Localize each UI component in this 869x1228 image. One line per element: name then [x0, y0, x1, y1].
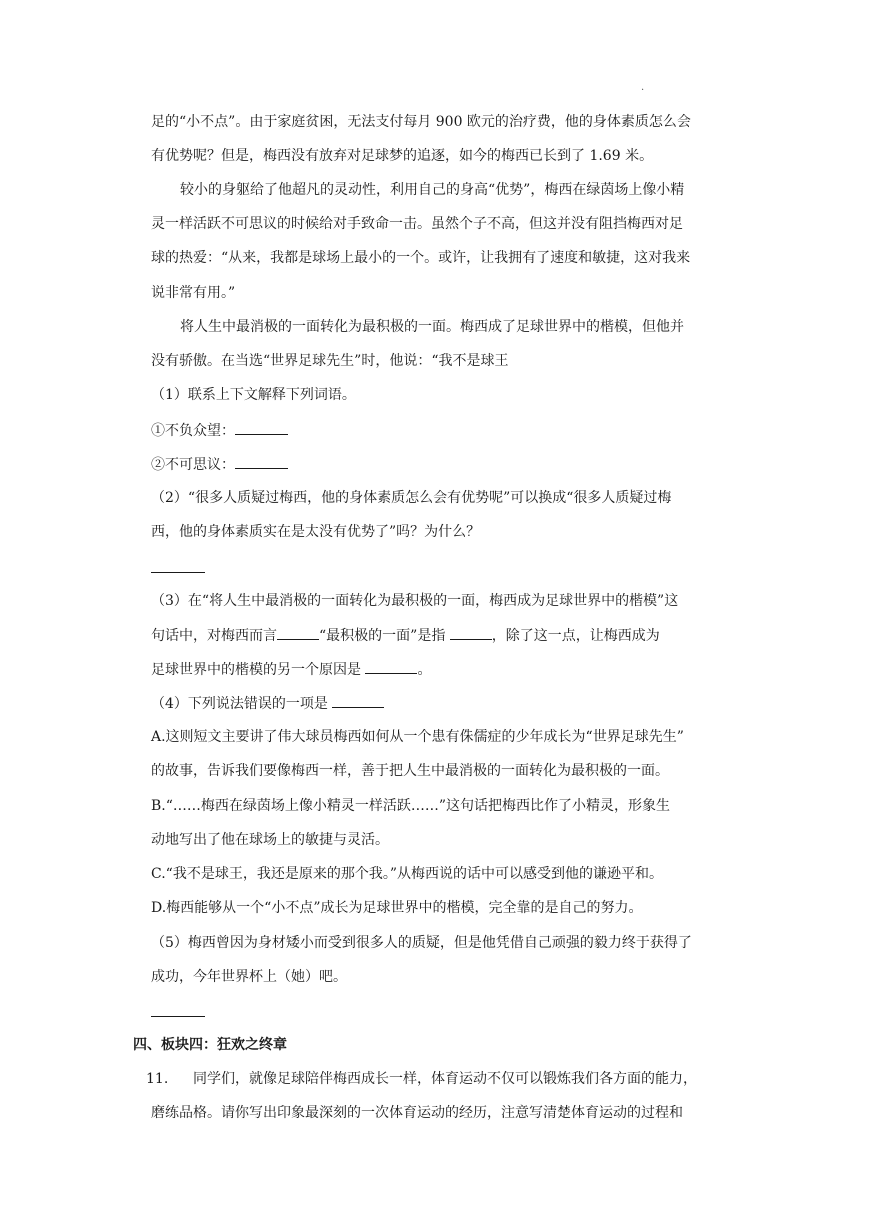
question-5-line: 成功，今年世界杯上（她）吧。	[151, 969, 347, 985]
corner-mark: .	[641, 82, 645, 93]
passage-line: 较小的身躯给了他超凡的灵动性，利用自己的身高“优势”，梅西在绿茵场上像小精	[180, 182, 685, 198]
passage-line: 有优势呢？但是，梅西没有放弃对足球梦的追逐，如今的梅西已长到了 1.69 米。	[151, 148, 654, 164]
answer-blank[interactable]	[235, 454, 288, 469]
question-3-text: ，除了这一点，让梅西成为	[491, 628, 660, 644]
option-a-line: 的故事，告诉我们要像梅西一样，善于把人生中最消极的一面转化为最积极的一面。	[151, 763, 669, 779]
question-3-text: 句话中，对梅西而言	[151, 628, 277, 644]
question-3-line: （3）在“将人生中最消极的一面转化为最积极的一面，梅西成为足球世界中的楷模”这	[151, 593, 679, 609]
section-heading: 四、板块四：狂欢之终章	[133, 1037, 287, 1053]
passage-line: 说非常有用。”	[151, 285, 236, 301]
answer-blank[interactable]	[332, 693, 384, 708]
option-c-line: C.“我不是球王，我还是原来的那个我。”从梅西说的话中可以感受到他的谦逊平和。	[151, 866, 663, 882]
answer-blank[interactable]	[277, 625, 319, 640]
question-4-text: （4）下列说法错误的一项是	[151, 696, 333, 712]
answer-blank[interactable]	[151, 1016, 205, 1017]
answer-blank[interactable]	[365, 659, 417, 674]
question-11-number: 11.	[146, 1071, 169, 1087]
passage-line: 灵一样活跃不可思议的时候给对手致命一击。虽然个子不高，但这并没有阻挡梅西对足	[151, 216, 683, 232]
question-11-line: 磨练品格。请你写出印象最深刻的一次体育运动的经历，注意写清楚体育运动的过程和	[151, 1105, 683, 1121]
question-4-title	[151, 693, 751, 714]
passage-line: 没有骄傲。在当选“世界足球先生”时，他说：“我不是球王	[151, 353, 509, 369]
question-3-text: 。	[417, 662, 432, 678]
option-b-line: 动地写出了他在球场上的敏捷与灵活。	[151, 832, 389, 848]
question-5-line: （5）梅西曾因为身材矮小而受到很多人的质疑，但是他凭借自己顽强的毅力终于获得了	[151, 935, 692, 951]
answer-blank[interactable]	[151, 572, 205, 573]
question-3-line	[151, 625, 751, 646]
question-1b	[151, 454, 751, 475]
passage-line: 球的热爱：“从来，我都是球场上最小的一个。或许，让我拥有了速度和敏捷，这对我来	[151, 250, 691, 266]
question-1a	[151, 420, 751, 441]
question-3-line	[151, 659, 751, 680]
question-2-line: 西，他的身体素质实在是太没有优势了”吗？为什么？	[151, 524, 481, 540]
passage-line: 足的“小不点”。由于家庭贫困，无法支付每月 900 欧元的治疗费，他的身体素质怎么会	[151, 114, 691, 130]
question-11-line: 同学们，就像足球陪伴梅西成长一样，体育运动不仅可以锻炼我们各方面的能力，	[193, 1071, 697, 1087]
answer-blank[interactable]	[235, 420, 288, 435]
question-3-text: “最积极的一面”是指	[319, 628, 450, 644]
option-b-line: B.“……梅西在绿茵场上像小精灵一样活跃……”这句话把梅西比作了小精灵，形象生	[151, 798, 671, 814]
question-1a-label: ①不负众望：	[151, 423, 235, 439]
question-3-text: 足球世界中的楷模的另一个原因是	[151, 662, 366, 678]
answer-blank[interactable]	[450, 625, 492, 640]
question-2-line: （2）“很多人质疑过梅西，他的身体素质怎么会有优势呢”可以换成“很多人质疑过梅	[151, 490, 672, 506]
question-1-title: （1）联系上下文解释下列词语。	[151, 387, 356, 403]
question-1b-label: ②不可思议：	[151, 457, 235, 473]
passage-line: 将人生中最消极的一面转化为最积极的一面。梅西成了足球世界中的楷模，但他并	[180, 319, 684, 335]
option-a-line: A.这则短文主要讲了伟大球员梅西如何从一个患有侏儒症的少年成长为“世界足球先生”	[151, 729, 684, 745]
option-d-line: D.梅西能够从一个“小不点”成长为足球世界中的楷模，完全靠的是自己的努力。	[151, 900, 643, 916]
